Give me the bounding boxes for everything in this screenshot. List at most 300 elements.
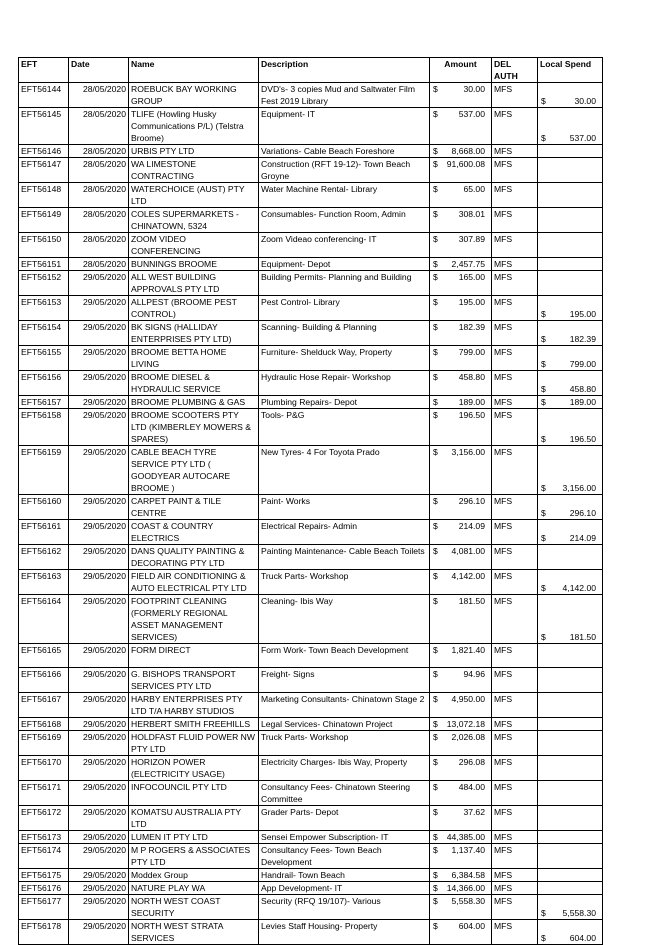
table-row: [19, 718, 603, 731]
cell-description: Consumables- Function Room, Admin: [259, 208, 430, 233]
cell-amount: [430, 895, 492, 920]
cell-local-spend: [538, 409, 603, 446]
currency-symbol: $: [433, 921, 438, 931]
cell-description: Form Work- Town Beach Development: [259, 644, 430, 668]
table-row: [19, 693, 603, 718]
cell-name: M P ROGERS & ASSOCIATES PTY LTD: [129, 844, 259, 869]
cell-description: Building Permits- Planning and Building: [259, 271, 430, 296]
cell-del-auth: MFS: [492, 693, 538, 718]
cell-eft: EFT56169: [19, 731, 69, 756]
amount-value: 165.00: [458, 272, 485, 282]
cell-local-spend: [538, 520, 603, 545]
local-spend-value: 189.00: [569, 397, 596, 407]
cell-name: NORTH WEST STRATA SERVICES: [129, 920, 259, 945]
table-row: [19, 882, 603, 895]
local-spend-value: 30.00: [574, 96, 596, 106]
currency-symbol: $: [541, 434, 546, 444]
cell-local-spend: [538, 396, 603, 409]
cell-del-auth: MFS: [492, 83, 538, 108]
cell-eft: EFT56156: [19, 371, 69, 396]
local-spend-value: 537.00: [569, 133, 596, 143]
cell-name: KOMATSU AUSTRALIA PTY LTD: [129, 806, 259, 831]
cell-eft: EFT56177: [19, 895, 69, 920]
local-spend-value: 296.10: [569, 508, 596, 518]
table-row: [19, 844, 603, 869]
currency-symbol: $: [433, 782, 438, 792]
currency-symbol: $: [433, 496, 438, 506]
cell-name: CARPET PAINT & TILE CENTRE: [129, 495, 259, 520]
amount-value: 6,384.58: [451, 870, 485, 880]
cell-date: 29/05/2020: [69, 756, 129, 781]
table-row: [19, 806, 603, 831]
amount-value: 604.00: [458, 921, 485, 931]
amount-value: 296.08: [458, 757, 485, 767]
cell-description: Freight- Signs: [259, 668, 430, 693]
amount-value: 296.10: [458, 496, 485, 506]
cell-eft: EFT56165: [19, 644, 69, 668]
cell-del-auth: MFS: [492, 545, 538, 570]
table-row: [19, 271, 603, 296]
cell-name: BUNNINGS BROOME: [129, 258, 259, 271]
cell-local-spend: [538, 920, 603, 945]
cell-description: Consultancy Fees- Chinatown Steering Committee: [259, 781, 430, 806]
cell-date: 29/05/2020: [69, 718, 129, 731]
cell-local-spend: [538, 296, 603, 321]
amount-value: 1,821.40: [451, 645, 485, 655]
currency-symbol: $: [433, 732, 438, 742]
cell-eft: EFT56147: [19, 158, 69, 183]
cell-description: Sensei Empower Subscription- IT: [259, 831, 430, 844]
local-spend-value: 195.00: [569, 309, 596, 319]
table-row: [19, 644, 603, 668]
cell-local-spend: [538, 145, 603, 158]
cell-local-spend: [538, 895, 603, 920]
cell-amount: [430, 844, 492, 869]
cell-local-spend: [538, 668, 603, 693]
currency-symbol: $: [433, 896, 438, 906]
cell-name: ALLPEST (BROOME PEST CONTROL): [129, 296, 259, 321]
cell-eft: EFT56149: [19, 208, 69, 233]
local-spend-value: 458.80: [569, 384, 596, 394]
table-row: [19, 570, 603, 595]
amount-value: 65.00: [463, 184, 485, 194]
cell-eft: EFT56175: [19, 869, 69, 882]
cell-amount: [430, 296, 492, 321]
local-spend-value: 799.00: [569, 359, 596, 369]
currency-symbol: $: [433, 546, 438, 556]
col-header-description: Description: [259, 58, 430, 83]
cell-date: 29/05/2020: [69, 668, 129, 693]
cell-amount: [430, 446, 492, 495]
currency-symbol: $: [433, 259, 438, 269]
cell-amount: [430, 595, 492, 644]
cell-eft: EFT56164: [19, 595, 69, 644]
cell-amount: [430, 869, 492, 882]
cell-eft: EFT56160: [19, 495, 69, 520]
amount-value: 4,950.00: [451, 694, 485, 704]
cell-local-spend: [538, 595, 603, 644]
cell-amount: [430, 718, 492, 731]
currency-symbol: $: [433, 397, 438, 407]
table-row: [19, 321, 603, 346]
cell-amount: [430, 158, 492, 183]
currency-symbol: $: [433, 845, 438, 855]
cell-local-spend: [538, 545, 603, 570]
cell-amount: [430, 321, 492, 346]
amount-value: 4,142.00: [451, 571, 485, 581]
cell-local-spend: [538, 882, 603, 895]
cell-name: WATERCHOICE (AUST) PTY LTD: [129, 183, 259, 208]
cell-del-auth: MFS: [492, 495, 538, 520]
local-spend-value: 214.09: [569, 533, 596, 543]
cell-amount: [430, 145, 492, 158]
cell-del-auth: MFS: [492, 520, 538, 545]
currency-symbol: $: [433, 234, 438, 244]
cell-local-spend: [538, 321, 603, 346]
table-row: [19, 495, 603, 520]
cell-eft: EFT56171: [19, 781, 69, 806]
cell-local-spend: [538, 233, 603, 258]
currency-symbol: $: [541, 133, 546, 143]
cell-description: Paint- Works: [259, 495, 430, 520]
cell-del-auth: MFS: [492, 321, 538, 346]
cell-local-spend: [538, 869, 603, 882]
cell-date: 29/05/2020: [69, 570, 129, 595]
table-row: [19, 158, 603, 183]
cell-description: Consultancy Fees- Town Beach Development: [259, 844, 430, 869]
cell-eft: EFT56159: [19, 446, 69, 495]
cell-date: 29/05/2020: [69, 693, 129, 718]
cell-amount: [430, 258, 492, 271]
cell-local-spend: [538, 446, 603, 495]
cell-local-spend: [538, 346, 603, 371]
amount-value: 195.00: [458, 297, 485, 307]
cell-eft: EFT56167: [19, 693, 69, 718]
cell-description: Electricity Charges- Ibis Way, Property: [259, 756, 430, 781]
cell-name: FOOTPRINT CLEANING (FORMERLY REGIONAL ASSET MANAGEMENT SERVICES): [129, 595, 259, 644]
local-spend-value: 604.00: [569, 933, 596, 943]
cell-amount: [430, 756, 492, 781]
cell-date: 28/05/2020: [69, 183, 129, 208]
amount-value: 5,558.30: [451, 896, 485, 906]
currency-symbol: $: [433, 757, 438, 767]
cell-name: HERBERT SMITH FREEHILLS: [129, 718, 259, 731]
cell-amount: [430, 920, 492, 945]
cell-del-auth: MFS: [492, 806, 538, 831]
cell-del-auth: MFS: [492, 183, 538, 208]
amount-value: 2,457.75: [451, 259, 485, 269]
cell-local-spend: [538, 644, 603, 668]
col-header-local-spend: Local Spend: [538, 58, 603, 83]
cell-del-auth: MFS: [492, 882, 538, 895]
cell-name: ROEBUCK BAY WORKING GROUP: [129, 83, 259, 108]
cell-name: TLIFE (Howling Husky Communications P/L) (Telstra Broome): [129, 108, 259, 145]
currency-symbol: $: [433, 669, 438, 679]
cell-name: NORTH WEST COAST SECURITY: [129, 895, 259, 920]
amount-value: 799.00: [458, 347, 485, 357]
table-row: [19, 83, 603, 108]
currency-symbol: $: [433, 84, 438, 94]
cell-date: 29/05/2020: [69, 321, 129, 346]
table-row: [19, 831, 603, 844]
cell-amount: [430, 545, 492, 570]
cell-local-spend: [538, 570, 603, 595]
cell-date: 29/05/2020: [69, 296, 129, 321]
cell-description: Truck Parts- Workshop: [259, 731, 430, 756]
cell-description: Plumbing Repairs- Depot: [259, 396, 430, 409]
payments-table: [18, 57, 603, 945]
cell-description: Handrail- Town Beach: [259, 869, 430, 882]
cell-del-auth: MFS: [492, 296, 538, 321]
cell-date: 28/05/2020: [69, 208, 129, 233]
col-header-eft: EFT: [19, 58, 69, 83]
cell-local-spend: [538, 731, 603, 756]
table-row: [19, 233, 603, 258]
cell-name: FORM DIRECT: [129, 644, 259, 668]
cell-description: Electrical Repairs- Admin: [259, 520, 430, 545]
cell-eft: EFT56166: [19, 668, 69, 693]
col-header-name: Name: [129, 58, 259, 83]
cell-description: Levies Staff Housing- Property: [259, 920, 430, 945]
cell-del-auth: MFS: [492, 570, 538, 595]
cell-description: Furniture- Shelduck Way, Property: [259, 346, 430, 371]
currency-symbol: $: [541, 384, 546, 394]
cell-local-spend: [538, 831, 603, 844]
cell-amount: [430, 495, 492, 520]
currency-symbol: $: [433, 719, 438, 729]
local-spend-value: 4,142.00: [562, 583, 596, 593]
cell-local-spend: [538, 756, 603, 781]
amount-value: 196.50: [458, 410, 485, 420]
cell-description: Marketing Consultants- Chinatown Stage 2: [259, 693, 430, 718]
amount-value: 537.00: [458, 109, 485, 119]
table-row: [19, 595, 603, 644]
cell-amount: [430, 233, 492, 258]
currency-symbol: $: [433, 209, 438, 219]
currency-symbol: $: [541, 933, 546, 943]
currency-symbol: $: [541, 334, 546, 344]
cell-local-spend: [538, 158, 603, 183]
col-header-amount: Amount: [430, 58, 492, 83]
cell-date: 29/05/2020: [69, 371, 129, 396]
cell-del-auth: MFS: [492, 895, 538, 920]
cell-date: 29/05/2020: [69, 271, 129, 296]
cell-description: New Tyres- 4 For Toyota Prado: [259, 446, 430, 495]
cell-date: 29/05/2020: [69, 346, 129, 371]
amount-value: 189.00: [458, 397, 485, 407]
cell-eft: EFT56144: [19, 83, 69, 108]
cell-description: Grader Parts- Depot: [259, 806, 430, 831]
cell-name: INFOCOUNCIL PTY LTD: [129, 781, 259, 806]
table-row: [19, 108, 603, 145]
cell-local-spend: [538, 844, 603, 869]
table-row: [19, 520, 603, 545]
cell-local-spend: [538, 371, 603, 396]
currency-symbol: $: [541, 908, 546, 918]
amount-value: 2,026.08: [451, 732, 485, 742]
cell-date: 29/05/2020: [69, 545, 129, 570]
cell-description: Variations- Cable Beach Foreshore: [259, 145, 430, 158]
cell-date: 29/05/2020: [69, 882, 129, 895]
cell-amount: [430, 693, 492, 718]
cell-amount: [430, 346, 492, 371]
cell-date: 29/05/2020: [69, 595, 129, 644]
table-row: [19, 756, 603, 781]
cell-eft: EFT56163: [19, 570, 69, 595]
cell-name: COLES SUPERMARKETS - CHINATOWN, 5324: [129, 208, 259, 233]
cell-description: DVD's- 3 copies Mud and Saltwater Film Fest 2019 Library: [259, 83, 430, 108]
cell-del-auth: MFS: [492, 781, 538, 806]
cell-date: 29/05/2020: [69, 869, 129, 882]
cell-local-spend: [538, 718, 603, 731]
table-row: [19, 409, 603, 446]
cell-del-auth: MFS: [492, 271, 538, 296]
cell-del-auth: MFS: [492, 208, 538, 233]
cell-eft: EFT56174: [19, 844, 69, 869]
cell-local-spend: [538, 183, 603, 208]
cell-del-auth: MFS: [492, 446, 538, 495]
cell-name: BROOME DIESEL & HYDRAULIC SERVICE: [129, 371, 259, 396]
cell-name: LUMEN IT PTY LTD: [129, 831, 259, 844]
cell-description: Equipment- Depot: [259, 258, 430, 271]
cell-amount: [430, 520, 492, 545]
cell-del-auth: MFS: [492, 718, 538, 731]
currency-symbol: $: [433, 870, 438, 880]
currency-symbol: $: [541, 96, 546, 106]
cell-description: Zoom Videao conferencing- IT: [259, 233, 430, 258]
cell-description: Security (RFQ 19/107)- Various: [259, 895, 430, 920]
cell-eft: EFT56148: [19, 183, 69, 208]
cell-del-auth: MFS: [492, 158, 538, 183]
cell-description: Scanning- Building & Planning: [259, 321, 430, 346]
cell-date: 28/05/2020: [69, 83, 129, 108]
cell-description: Water Machine Rental- Library: [259, 183, 430, 208]
currency-symbol: $: [433, 645, 438, 655]
cell-eft: EFT56162: [19, 545, 69, 570]
cell-local-spend: [538, 781, 603, 806]
table-row: [19, 545, 603, 570]
cell-description: Pest Control- Library: [259, 296, 430, 321]
amount-value: 484.00: [458, 782, 485, 792]
cell-local-spend: [538, 208, 603, 233]
cell-amount: [430, 570, 492, 595]
cell-eft: EFT56153: [19, 296, 69, 321]
cell-date: 29/05/2020: [69, 495, 129, 520]
currency-symbol: $: [433, 596, 438, 606]
cell-name: FIELD AIR CONDITIONING & AUTO ELECTRICAL PTY LTD: [129, 570, 259, 595]
amount-value: 181.50: [458, 596, 485, 606]
cell-date: 29/05/2020: [69, 831, 129, 844]
cell-amount: [430, 882, 492, 895]
cell-local-spend: [538, 83, 603, 108]
amount-value: 307.89: [458, 234, 485, 244]
amount-value: 91,600.08: [446, 159, 485, 169]
cell-name: BROOME SCOOTERS PTY LTD (KIMBERLEY MOWERS & SPARES): [129, 409, 259, 446]
cell-date: 29/05/2020: [69, 920, 129, 945]
amount-value: 8,668.00: [451, 146, 485, 156]
currency-symbol: $: [541, 508, 546, 518]
cell-eft: EFT56157: [19, 396, 69, 409]
table-row: [19, 668, 603, 693]
table-row: [19, 895, 603, 920]
cell-del-auth: MFS: [492, 346, 538, 371]
cell-description: Tools- P&G: [259, 409, 430, 446]
cell-local-spend: [538, 495, 603, 520]
cell-description: Truck Parts- Workshop: [259, 570, 430, 595]
cell-name: DANS QUALITY PAINTING & DECORATING PTY LTD: [129, 545, 259, 570]
cell-eft: EFT56176: [19, 882, 69, 895]
cell-name: COAST & COUNTRY ELECTRICS: [129, 520, 259, 545]
cell-del-auth: MFS: [492, 258, 538, 271]
cell-amount: [430, 371, 492, 396]
cell-eft: EFT56173: [19, 831, 69, 844]
cell-del-auth: MFS: [492, 595, 538, 644]
table-row: [19, 208, 603, 233]
cell-amount: [430, 831, 492, 844]
cell-local-spend: [538, 108, 603, 145]
currency-symbol: $: [541, 309, 546, 319]
currency-symbol: $: [433, 410, 438, 420]
cell-eft: EFT56146: [19, 145, 69, 158]
amount-value: 4,081.00: [451, 546, 485, 556]
cell-del-auth: MFS: [492, 644, 538, 668]
currency-symbol: $: [433, 322, 438, 332]
cell-name: HORIZON POWER (ELECTRICITY USAGE): [129, 756, 259, 781]
table-row: [19, 869, 603, 882]
cell-eft: EFT56151: [19, 258, 69, 271]
cell-date: 28/05/2020: [69, 258, 129, 271]
cell-date: 29/05/2020: [69, 806, 129, 831]
cell-name: NATURE PLAY WA: [129, 882, 259, 895]
cell-local-spend: [538, 693, 603, 718]
col-header-date: Date: [69, 58, 129, 83]
currency-symbol: $: [433, 694, 438, 704]
cell-del-auth: MFS: [492, 831, 538, 844]
cell-name: ALL WEST BUILDING APPROVALS PTY LTD: [129, 271, 259, 296]
cell-local-spend: [538, 806, 603, 831]
cell-amount: [430, 271, 492, 296]
cell-name: HOLDFAST FLUID POWER NW PTY LTD: [129, 731, 259, 756]
cell-date: 29/05/2020: [69, 396, 129, 409]
amount-value: 3,156.00: [451, 447, 485, 457]
table-row: [19, 183, 603, 208]
currency-symbol: $: [433, 184, 438, 194]
cell-del-auth: MFS: [492, 731, 538, 756]
cell-eft: EFT56150: [19, 233, 69, 258]
cell-eft: EFT56152: [19, 271, 69, 296]
currency-symbol: $: [433, 109, 438, 119]
currency-symbol: $: [433, 272, 438, 282]
amount-value: 37.62: [463, 807, 485, 817]
cell-eft: EFT56158: [19, 409, 69, 446]
cell-date: 28/05/2020: [69, 233, 129, 258]
cell-amount: [430, 409, 492, 446]
cell-description: App Development- IT: [259, 882, 430, 895]
currency-symbol: $: [433, 159, 438, 169]
cell-eft: EFT56154: [19, 321, 69, 346]
currency-symbol: $: [433, 372, 438, 382]
cell-amount: [430, 731, 492, 756]
cell-date: 29/05/2020: [69, 844, 129, 869]
local-spend-value: 181.50: [569, 632, 596, 642]
local-spend-value: 196.50: [569, 434, 596, 444]
cell-description: Equipment- IT: [259, 108, 430, 145]
currency-symbol: $: [541, 483, 546, 493]
cell-amount: [430, 83, 492, 108]
cell-amount: [430, 668, 492, 693]
table-row: [19, 346, 603, 371]
table-row: [19, 446, 603, 495]
